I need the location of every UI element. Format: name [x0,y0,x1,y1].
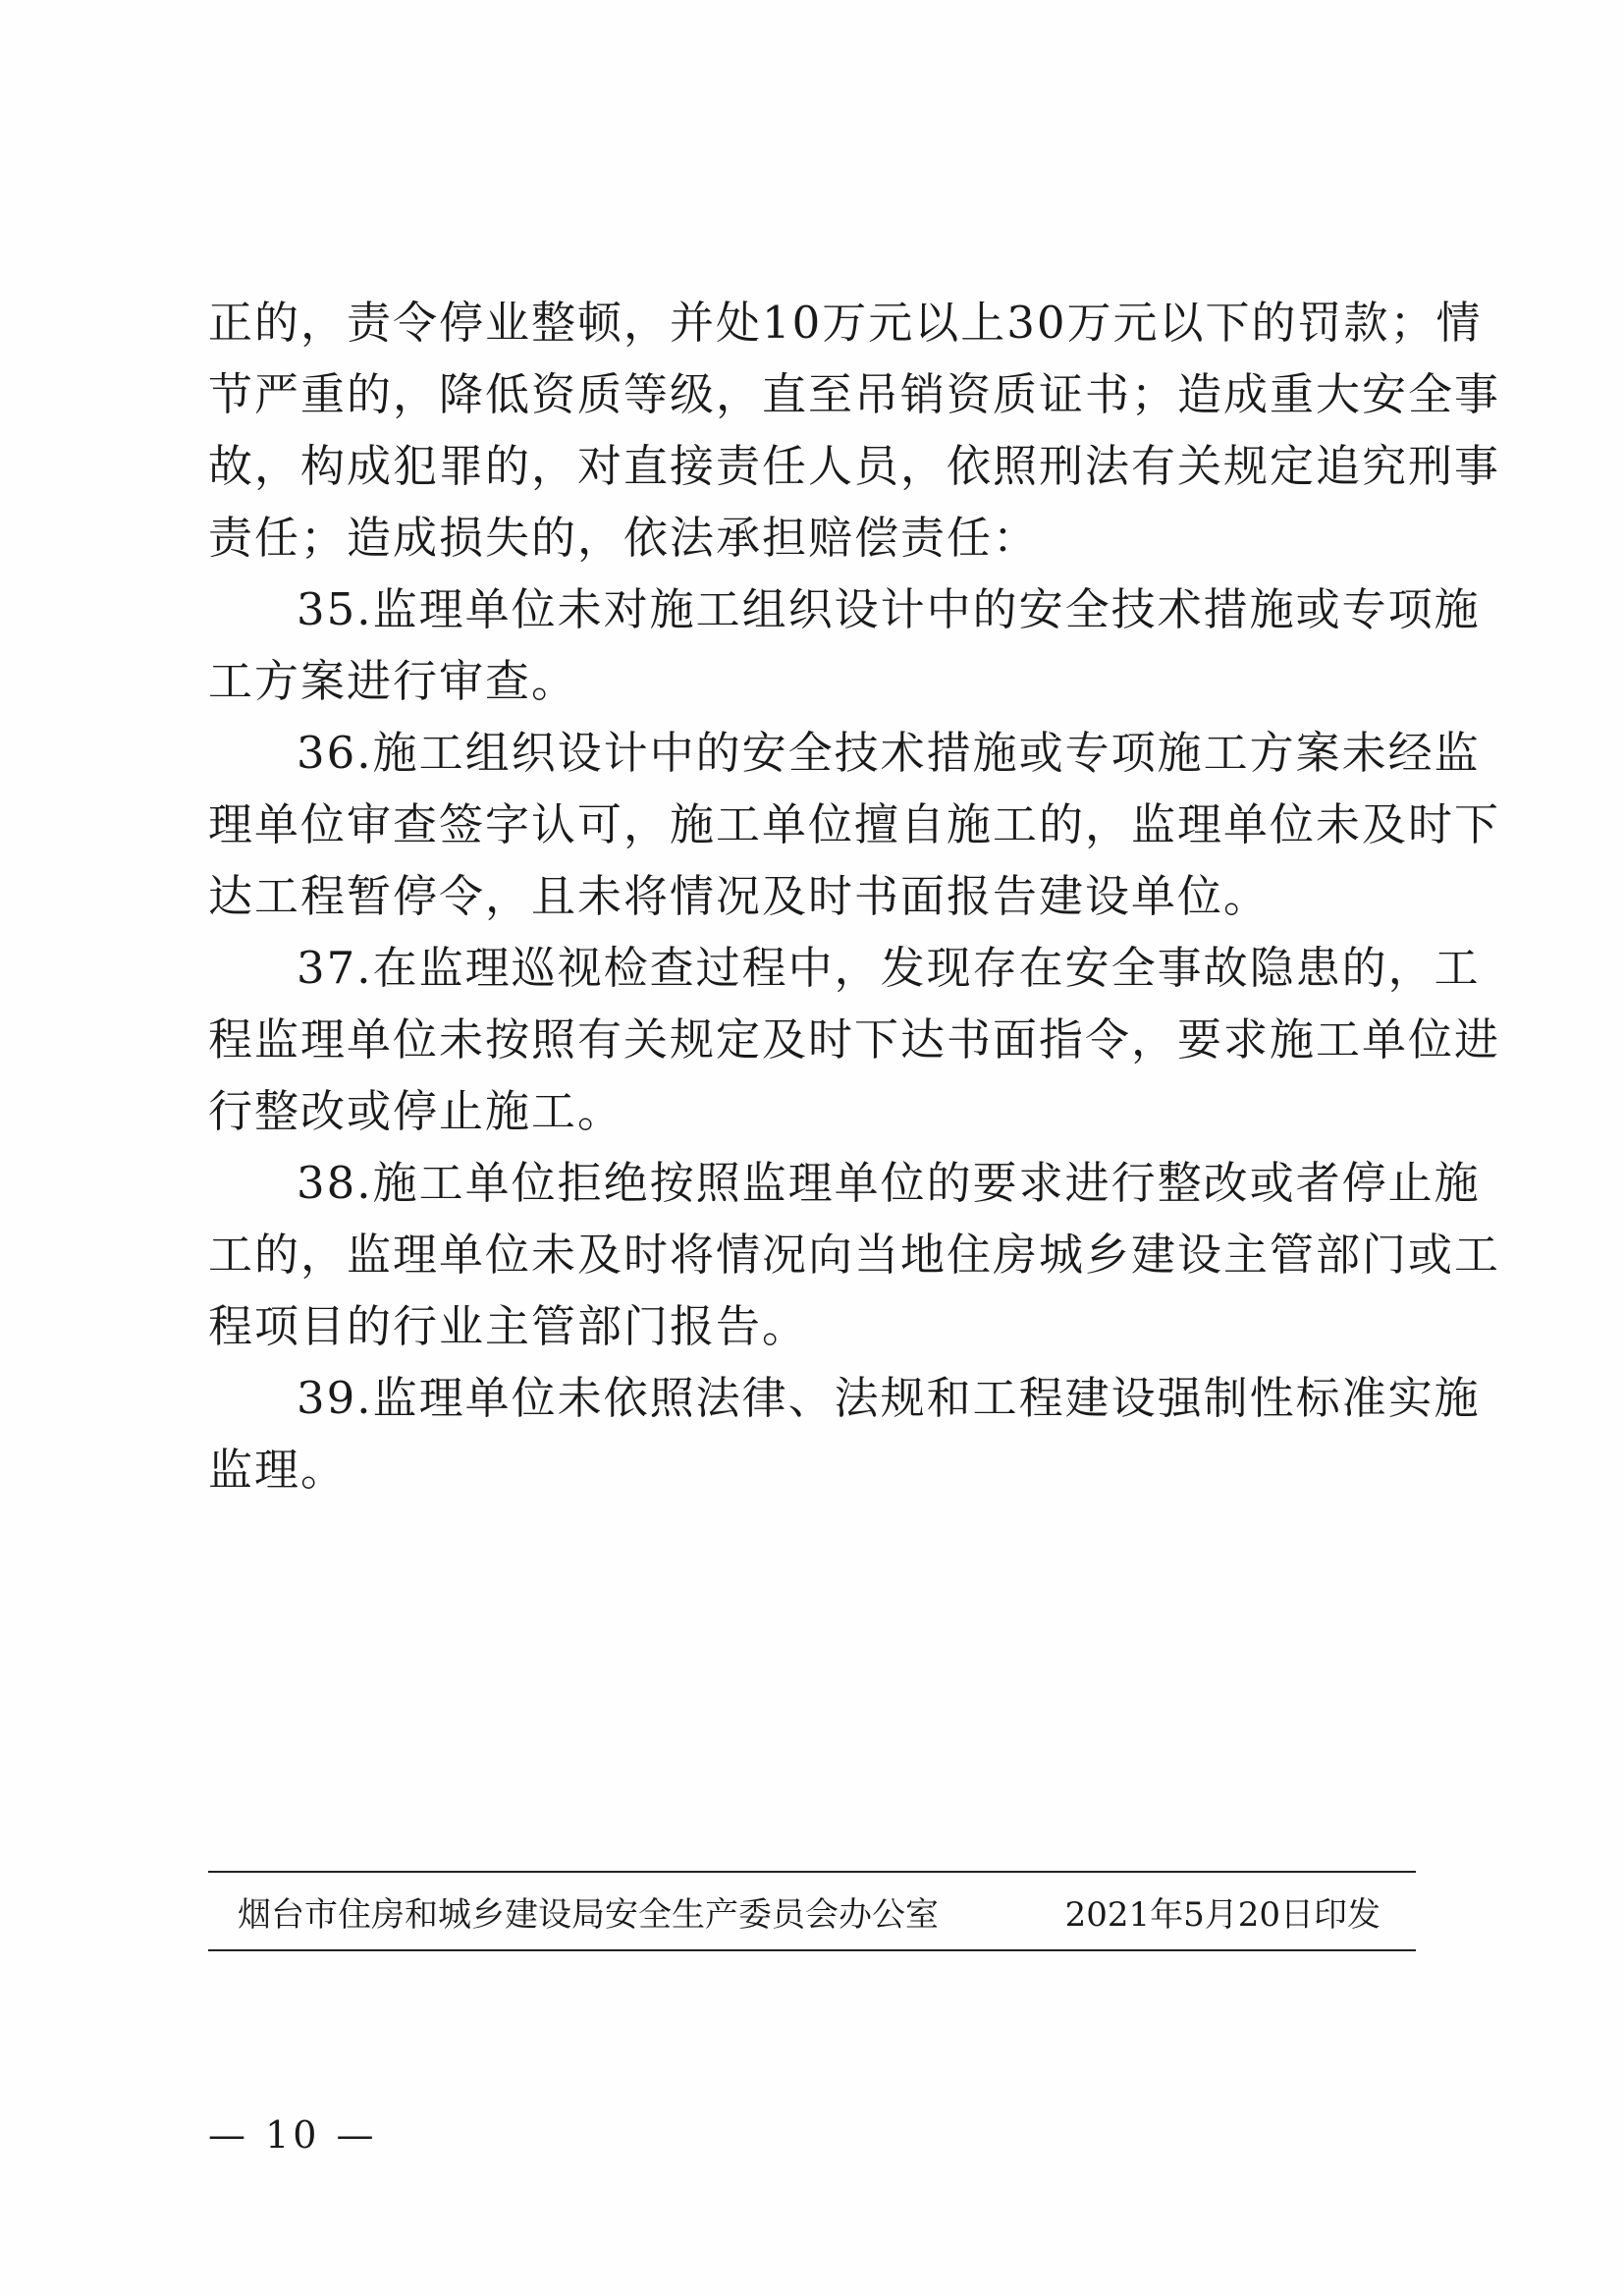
page-number: — 10 — [208,2113,378,2157]
text-line: 监理。 [208,1444,348,1496]
item-36-line: 36.施工组织设计中的安全技术措施或专项施工方案未经监 [297,727,1481,779]
text-line: 行整改或停止施工。 [208,1085,624,1137]
text-line: 工方案进行审查。 [208,655,578,707]
item-35-line: 35.监理单位未对施工组织设计中的安全技术措施或专项施 [297,583,1481,635]
imprint-bottom-rule [208,1949,1416,1951]
item-38-line: 38.施工单位拒绝按照监理单位的要求进行整改或者停止施 [297,1157,1481,1209]
text-line: 达工程暂停令，且未将情况及时书面报告建设单位。 [208,870,1271,922]
text-line: 理单位审查签字认可，施工单位擅自施工的，监理单位未及时下 [208,798,1501,850]
imprint-block [208,1871,1416,1951]
issuer-name: 烟台市住房和城乡建设局安全生产委员会办公室 [238,1894,939,1935]
issue-date: 2021年5月20日印发 [1064,1894,1380,1935]
body-text [208,287,1501,1505]
item-37-line: 37.在监理巡视检查过程中，发现存在安全事故隐患的，工 [297,942,1481,994]
text-line: 责任；造成损失的，依法承担赔偿责任： [208,512,1040,564]
text-line: 正的，责令停业整顿，并处10万元以上30万元以下的罚款；情 [208,297,1483,349]
text-line: 故，构成犯罪的，对直接责任人员，依照刑法有关规定追究刑事 [208,440,1501,492]
text-line: 程监理单位未按照有关规定及时下达书面指令，要求施工单位进 [208,1013,1501,1066]
text-line: 程项目的行业主管部门报告。 [208,1300,809,1352]
text-line: 节严重的，降低资质等级，直至吊销资质证书；造成重大安全事 [208,368,1501,420]
text-line: 工的，监理单位未及时将情况向当地住房城乡建设主管部门或工 [208,1229,1501,1281]
item-39-line: 39.监理单位未依照法律、法规和工程建设强制性标准实施 [297,1372,1481,1424]
imprint-row [208,1873,1416,1949]
